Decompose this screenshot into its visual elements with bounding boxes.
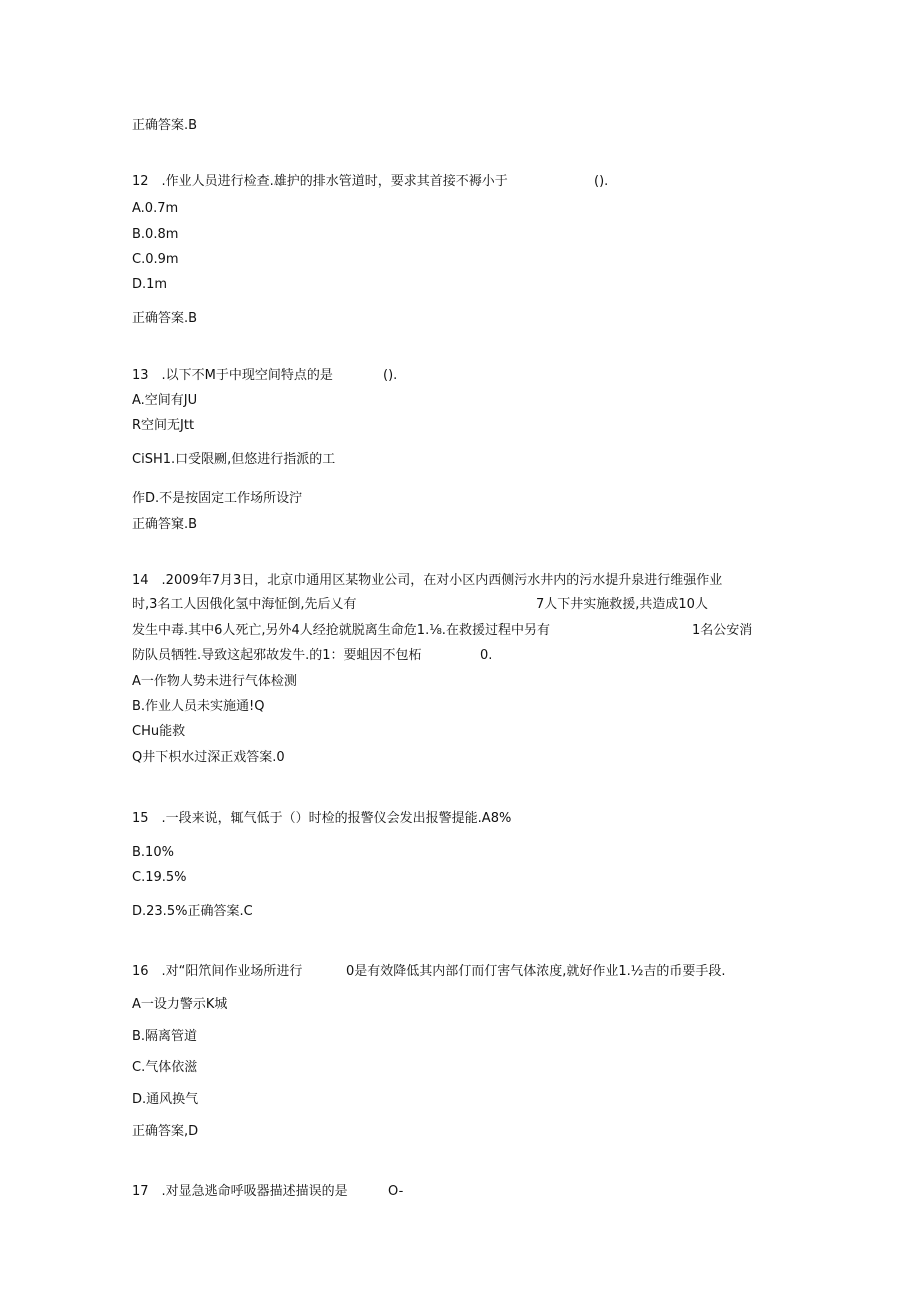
question-14-line-2a: 时,3名工人因俄化氢中海怔倒,先后乂有 — [132, 597, 357, 612]
question-16-option-c: C.气体依滋 — [132, 1060, 198, 1075]
question-14-line-1: 14 .2009年7月3日，北京巾通用区某物业公司，在对小区内西侧污水井内的污水提升泉进行维强作业 — [132, 573, 723, 588]
question-13-tail: (). — [383, 368, 398, 383]
question-14-line-4a: 防队员牺牲.导致这起邪故发牛.的1：要蛆因不包柘 — [132, 648, 422, 663]
question-12-stem: 12 .作业人员进行检查.雄护的排水管道时，要求其首接不褥小于 — [132, 174, 508, 189]
question-13-option-a: A.空间有JU — [132, 393, 198, 408]
question-13-answer: 正确答窠.B — [132, 517, 198, 532]
question-16-stem-b: 0是有效降低其内部仃而仃害气体浓度,就好作业1.½吉的币要手段. — [346, 964, 726, 979]
question-15-option-d: D.23.5%正确答案.C — [132, 904, 253, 919]
question-12-answer: 正确答案.B — [132, 311, 198, 326]
question-14-option-c: CHu能救 — [132, 724, 186, 739]
question-15-option-b: B.10% — [132, 845, 174, 860]
question-15-option-c: C.19.5% — [132, 870, 187, 885]
question-13-option-b: R空间无Jtt — [132, 418, 195, 433]
question-14-line-4b: 0. — [480, 648, 493, 663]
question-13-option-d: 作D.不是按固定工作场所设泞 — [132, 491, 303, 506]
question-16-option-a: A一设力警示K城 — [132, 997, 228, 1012]
question-12-option-d: D.1m — [132, 277, 168, 292]
question-17-stem: 17 .对显急逃命呼吸器描述描误的是 — [132, 1184, 348, 1199]
question-15-stem: 15 .一段来说，辄气低于（）时检的报警仪会发出报警提能.A8% — [132, 811, 512, 826]
question-14-line-3a: 发生中毒.其中6人死亡,另外4人经抢就脱离生命危1.⅛.在救援过程中另有 — [132, 623, 550, 638]
question-16-option-d: D.通风换气 — [132, 1092, 199, 1107]
question-14-line-3b: 1名公安消 — [692, 623, 753, 638]
question-14-line-2b: 7人下井实施救援,共造成10人 — [536, 597, 708, 612]
question-12-option-b: B.0.8m — [132, 227, 179, 242]
question-14-option-d: Q井下枳水过深正戏答案.0 — [132, 750, 285, 765]
question-14-option-b: B.作业人员未实施通!Q — [132, 699, 265, 714]
answer-11: 正确答案.B — [132, 118, 198, 133]
question-12-option-a: A.0.7m — [132, 201, 179, 216]
question-12-option-c: C.0.9m — [132, 252, 179, 267]
question-14-option-a: A一作物人势未进行气体检测 — [132, 674, 297, 689]
question-13-option-c: CiSH1.口受限劂,但悠进行指派的工 — [132, 452, 336, 467]
question-16-stem-a: 16 .对“阳笊间作业场所进行 — [132, 964, 303, 979]
question-13-stem: 13 .以下不M于中现空间特点的是 — [132, 368, 333, 383]
question-12-tail: (). — [594, 174, 609, 189]
question-16-answer: 正确答案,D — [132, 1124, 199, 1139]
question-16-option-b: B.隔离管道 — [132, 1029, 198, 1044]
question-17-tail: O- — [388, 1184, 404, 1199]
